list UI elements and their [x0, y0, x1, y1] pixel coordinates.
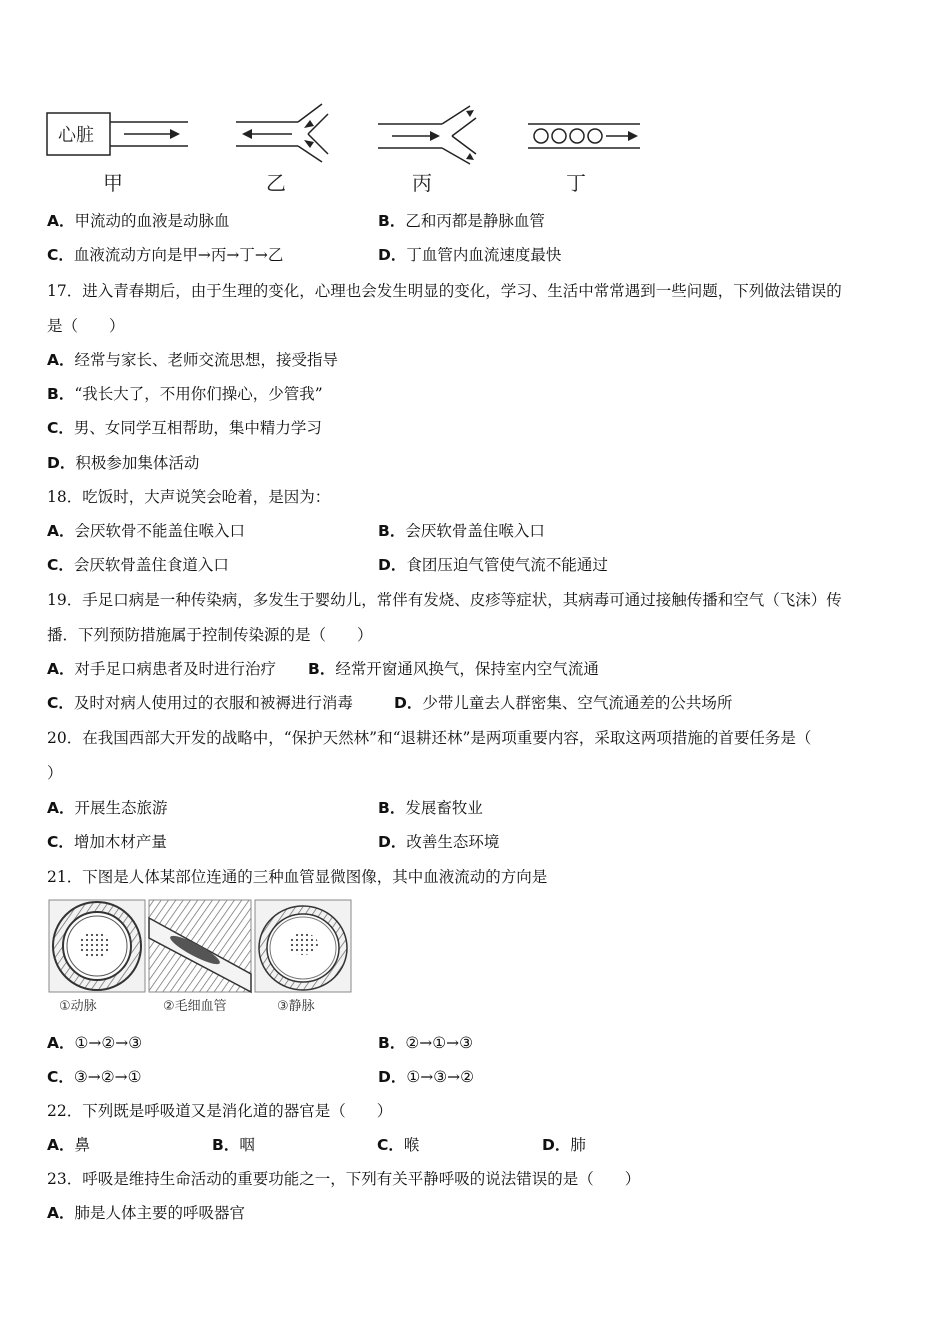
- q20-option-d: D．改善生态环境: [378, 833, 500, 851]
- q22-option-b: B．咽: [212, 1136, 255, 1154]
- q19-option-c: C．及时对病人使用过的衣服和被褥进行消毒: [47, 694, 353, 712]
- q17-option-c: C．男、女同学互相帮助，集中精力学习: [47, 419, 322, 437]
- q21-stem: 21．下图是人体某部位连通的三种血管显微图像，其中血液流动的方向是: [47, 868, 548, 886]
- q20-stem-line2: ）: [47, 764, 63, 782]
- q19-stem-line1: 19．手足口病是一种传染病，多发生于婴幼儿，常伴有发烧、皮疹等症状，其病毒可通过接触传播和空气（飞沫）传: [47, 591, 842, 609]
- q17-option-a: A．经常与家长、老师交流思想，接受指导: [47, 351, 339, 369]
- diagram-jia: [47, 113, 188, 155]
- label-jia: 甲: [103, 171, 123, 195]
- q16-option-a: A．甲流动的血液是动脉血: [47, 212, 230, 230]
- q22-option-d: D．肺: [542, 1136, 586, 1154]
- q20-option-a: A．开展生态旅游: [47, 799, 168, 817]
- diagram-ding: [528, 124, 640, 148]
- heart-label: 心脏: [58, 125, 94, 146]
- diagram-bing: [378, 106, 476, 164]
- q22-option-a: A．鼻: [47, 1136, 91, 1154]
- diagram-yi: [236, 104, 328, 162]
- q21-option-c: C．③→②→①: [47, 1068, 142, 1086]
- q19-option-b: B．经常开窗通风换气，保持室内空气流通: [308, 660, 599, 678]
- label-bing: 丙: [412, 171, 432, 195]
- q16-option-c: C．血液流动方向是甲→丙→丁→乙: [47, 246, 284, 264]
- q21-option-b: B．②→①→③: [378, 1034, 473, 1052]
- q23-option-a: A．肺是人体主要的呼吸器官: [47, 1204, 246, 1222]
- q16-option-d: D．丁血管内血流速度最快: [378, 246, 562, 264]
- q19-stem-line2: 播．下列预防措施属于控制传染源的是（ ）: [47, 626, 373, 644]
- q18-option-d: D．食团压迫气管使气流不能通过: [378, 556, 608, 574]
- q22-stem: 22．下列既是呼吸道又是消化道的器官是（ ）: [47, 1102, 393, 1120]
- micrograph-label-capillary: ②毛细血管: [163, 999, 227, 1014]
- q16-option-b: B．乙和丙都是静脉血管: [378, 212, 545, 230]
- q23-stem: 23．呼吸是维持生命活动的重要功能之一，下列有关平静呼吸的说法错误的是（ ）: [47, 1170, 641, 1188]
- q17-stem-line2: 是（ ）: [47, 317, 125, 335]
- micrograph-figure: [45, 898, 355, 1016]
- q20-stem-line1: 20．在我国西部大开发的战略中，“保护天然林”和“退耕还林”是两项重要内容，采取这两项措施的首要任务是（: [47, 729, 812, 747]
- micrograph-vein: [255, 900, 351, 992]
- q17-stem-line1: 17．进入青春期后，由于生理的变化，心理也会发生明显的变化，学习、生活中常常遇到一些问题，下列做法错误的: [47, 282, 842, 300]
- label-yi: 乙: [266, 171, 286, 195]
- q20-option-b: B．发展畜牧业: [378, 799, 483, 817]
- q18-option-b: B．会厌软骨盖住喉入口: [378, 522, 545, 540]
- q19-option-d: D．少带儿童去人群密集、空气流通差的公共场所: [394, 694, 733, 712]
- micrograph-label-vein: ③静脉: [277, 999, 315, 1014]
- q21-option-a: A．①→②→③: [47, 1034, 143, 1052]
- q18-option-c: C．会厌软骨盖住食道入口: [47, 556, 229, 574]
- label-ding: 丁: [566, 171, 586, 195]
- q17-option-b: B．“我长大了，不用你们操心，少管我”: [47, 385, 323, 403]
- q22-option-c: C．喉: [377, 1136, 420, 1154]
- q18-option-a: A．会厌软骨不能盖住喉入口: [47, 522, 246, 540]
- q18-stem: 18．吃饭时，大声说笑会呛着，是因为：: [47, 488, 331, 506]
- q19-option-a: A．对手足口病患者及时进行治疗: [47, 660, 277, 678]
- micrograph-capillary: [149, 900, 251, 992]
- vessel-diagram: [0, 0, 950, 200]
- micrograph-artery: [49, 900, 145, 992]
- q21-option-d: D．①→③→②: [378, 1068, 475, 1086]
- q20-option-c: C．增加木材产量: [47, 833, 167, 851]
- q17-option-d: D．积极参加集体活动: [47, 454, 200, 472]
- micrograph-label-artery: ①动脉: [59, 999, 97, 1014]
